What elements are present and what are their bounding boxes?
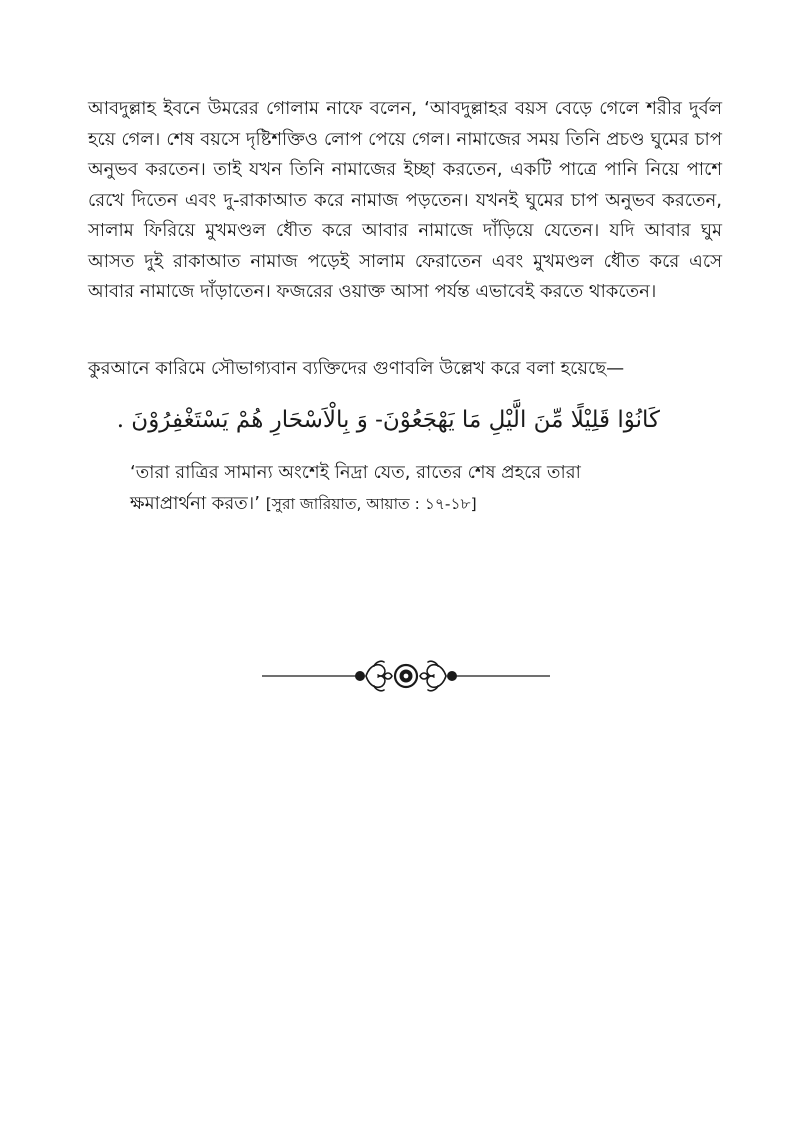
main-paragraph-block <box>88 94 722 308</box>
verse-translation <box>130 457 650 520</box>
surah-citation: [সুরা জারিয়াত, আয়াত : ১৭-১৮] <box>265 495 477 513</box>
translation-text: ‘তারা রাত্রির সামান্য অংশেই নিদ্রা যেত, রাতের শেষ প্রহরে তারা ক্ষমাপ্রার্থনা করত।’ <box>130 462 581 514</box>
section-divider-ornament <box>262 656 550 696</box>
divider-dot-left <box>356 672 365 681</box>
arabic-verse: كَانُوْا قَلِيْلًا مِّنَ الَّيْلِ مَا يَهْجَعُوْنَ- وَ بِالْاَسْحَارِ هُمْ يَسْتَغْفِرُوْنَ . <box>116 407 660 433</box>
center-circle-ornament <box>395 665 417 687</box>
quran-intro-line: কুরআনে কারিমে সৌভাগ্যবান ব্যক্তিদের গুণাবলি উল্লেখ করে বলা হয়েছে— <box>88 358 625 379</box>
floral-flourish-left <box>366 661 392 691</box>
main-paragraph: আবদুল্লাহ ইবনে উমরের গোলাম নাফে বলেন, ‘আবদুল্লাহর বয়স বেড়ে গেলে শরীর দুর্বল হয়ে গেল। শেষ বয়সে দৃষ্টিশক্তিও লোপ পেয়ে গেল। নামাজের সময় তিনি প্রচণ্ড ঘুমের চাপ অনুভব করতেন। তাই যখন তিনি নামাজের ইচ্ছা করতেন, একটি পাত্রে পানি নিয়ে পাশে রেখে দিতেন এবং দু-রাকাআত করে নামাজ পড়তেন। যখনই ঘুমের চাপ অনুভব করতেন, সালাম ফিরিয়ে মুখমণ্ডল ধৌত করে আবার নামাজে দাঁড়িয়ে যেতেন। যদি আবার ঘুম আসত দুই রাকাআত নামাজ পড়েই সালাম ফেরাতেন এবং মুখমণ্ডল ধৌত করে এসে আবার নামাজে দাঁড়াতেন। ফজরের ওয়াক্ত আসা পর্যন্ত এভাবেই করতে থাকতেন। <box>88 98 722 302</box>
floral-flourish-right <box>420 661 446 691</box>
divider-dot-right <box>448 672 457 681</box>
